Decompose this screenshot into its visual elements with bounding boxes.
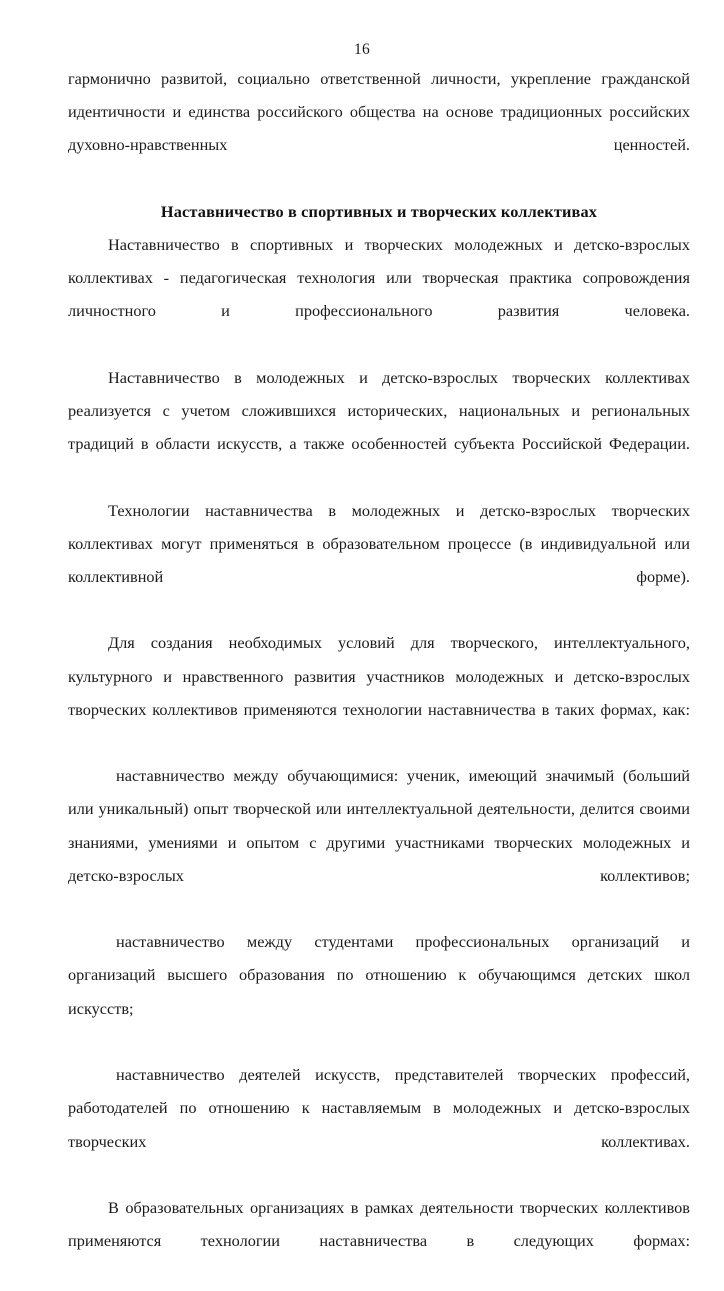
closing-paragraph: В образовательных организациях в рамках деятельности творческих коллективов применяются технологии наставничества в следующих формах:: [68, 1197, 690, 1251]
body-paragraph: Наставничество в спортивных и творческих молодежных и детско-взрослых коллективах - педагогическая технология или творческая практика сопровождения личностного и профессионального развития человека.: [68, 235, 690, 321]
form-item: наставничество деятелей искусств, представителей творческих профессий, работодателей по отношению к наставляемым в молодежных и детско-взрослых творческих коллективах.: [68, 1065, 690, 1151]
continued-paragraph: гармонично развитой, социально ответственной личности, укрепление гражданской идентичности и единства российского общества на основе традиционных российских духовно-нравственных ценностей.: [68, 69, 690, 155]
text-column: [68, 62, 690, 1291]
body-paragraph: Технологии наставничества в молодежных и детско-взрослых творческих коллективах могут применяться в образовательном процессе (в индивидуальной или коллективной форме).: [68, 500, 690, 587]
page-number: 16: [354, 41, 370, 58]
form-item: наставничество между студентами профессиональных организаций и организаций высшего образования по отношению к обучающимся детских школ искусств;: [68, 932, 690, 1018]
section-heading: Наставничество в спортивных и творческих коллективах: [160, 201, 598, 221]
form-item: наставничество между обучающимися: ученик, имеющий значимый (больший или уникальный) опыт творческой или интеллектуальной деятельности, делится своими знаниями, умениями и опытом с другими участниками творческих молодежных и детско-взрослых коллективов;: [68, 766, 690, 885]
body-paragraph: Наставничество в молодежных и детско-взрослых творческих коллективах реализуется с учетом сложившихся исторических, национальных и региональных традиций в области искусств, а также особенностей субъекта Российской Федерации.: [68, 367, 690, 454]
body-paragraph: Для создания необходимых условий для творческого, интеллектуального, культурного и нравственного развития участников молодежных и детско-взрослых творческих коллективов применяются технологии наставничества в таких формах, как:: [68, 633, 690, 719]
